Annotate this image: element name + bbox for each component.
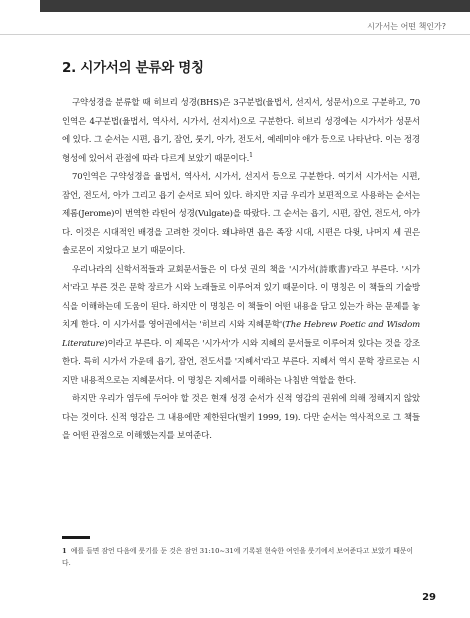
footnote [62, 545, 417, 569]
footnote-divider [62, 536, 90, 539]
paragraph-1 [62, 94, 420, 168]
english-title: The Hebrew Poetic and Wisdom Literature [62, 320, 420, 349]
paragraph-3-text-after: )이라고 부른다. 이 제목은 '시가서'가 시와 지혜의 문서들로 이루어져 있다는 것을 강조한다. 특히 시가서 가운데 욥기, 잠언, 전도서를 '지혜서'라고 부른다. 지혜서 역시 문학 장르로는 시지만 내용적으로는 지혜문서다. 이 명칭은 지혜서를 이해하는 나침반 역할을 한다. [62, 338, 420, 386]
paragraph-4: 하지만 우리가 염두에 두어야 할 것은 현재 성경 순서가 신적 영감의 권위에 의해 정해지지 않았다는 것이다. 신적 영감은 그 내용에만 제한된다(벌키 1999, 19). 다만 순서는 역사적으로 그 책들을 어떤 관점으로 이해했는지를 보여준다. [62, 394, 420, 441]
header-divider [0, 34, 470, 35]
paragraph-1-text: 구약성경을 분류할 때 히브리 성경(BHS)은 3구분법(율법서, 선지서, 성문서)으로 구분하고, 70인역은 4구분법(율법서, 역사서, 시가서, 선지서)으로 구분한다. 히브리 성경에는 시가서가 성문서에 있다. 그 순서는 시편, 욥기, 잠언, 룻기, 아가, 전도서, 예레미야 애가 등으로 나타난다. 이는 정경형성에 있어서 관점에 따라 다르게 보았기 때문이다. [62, 98, 420, 164]
footnote-number: 1 [62, 547, 67, 555]
paragraph-3 [62, 261, 420, 391]
running-head: 시가서는 어떤 책인가? [367, 22, 446, 31]
section-title: 2. 시가서의 분류와 명칭 [62, 60, 204, 76]
footnote-reference[interactable]: 1 [249, 151, 253, 159]
body-text [62, 94, 420, 446]
paragraph-2: 70인역은 구약성경을 율법서, 역사서, 시가서, 선지서 등으로 구분한다. 여기서 시가서는 시편, 잠언, 전도서, 아가 그리고 욥기 순서로 되어 있다. 하지만 지금 우리가 보편적으로 사용하는 순서는 제롬(Jerome)이 번역한 라틴어 성경(Vulgate)을 따랐다. 그 순서는 욥기, 시편, 잠언, 전도서, 아가다. 이것은 시대적인 배경을 고려한 것이다. 왜냐하면 욥은 족장 시대, 시편은 다윗, 나머지 세 권은 솔로몬이 지었다고 보기 때문이다. [62, 172, 420, 256]
footnote-text: 예를 들면 잠언 다음에 룻기를 둔 것은 잠언 31:10~31에 기록된 현숙한 여인을 룻기에서 보여준다고 보았기 때문이다. [62, 547, 414, 567]
header-bar [40, 0, 470, 12]
page-number: 29 [422, 592, 436, 603]
paragraph-3-text-before: 우리나라의 신학서적들과 교회문서들은 이 다섯 권의 책을 '시가서(詩歌書)'라고 부른다. '시가서'라고 부른 것은 문학 장르가 시와 노래들로 이루어져 있기 때문이다. 이 명칭은 이 책들의 기술방식을 이해하는데 도움이 된다. 하지만 이 명칭은 이 책들이 어떤 내용을 담고 있는가 하는 문제를 놓치게 한다. 이 시가서를 영어권에서는 '히브리 시와 지혜문학'( [62, 264, 420, 330]
